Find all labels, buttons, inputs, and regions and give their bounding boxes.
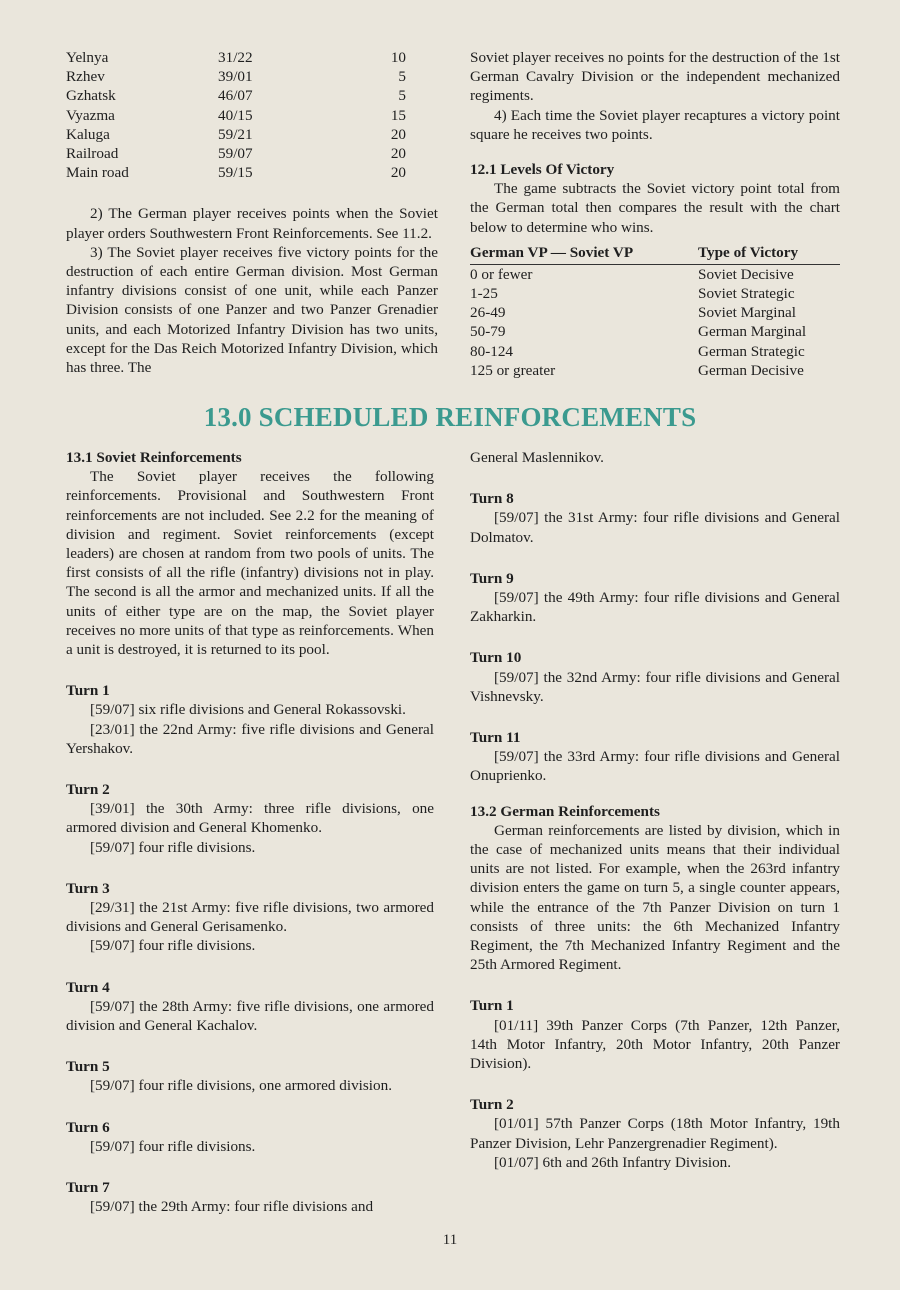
location-points: 20 bbox=[390, 145, 406, 163]
location-name: Gzhatsk bbox=[66, 87, 116, 105]
reinforcement-entry: [59/07] four rifle divisions, one armored division. bbox=[90, 1077, 393, 1095]
vp-location-row bbox=[66, 144, 406, 163]
vp-location-row bbox=[66, 48, 406, 67]
location-coord: 59/21 bbox=[218, 125, 253, 143]
vp-location-row bbox=[66, 106, 406, 125]
soviet-turn-list-continued bbox=[470, 467, 840, 785]
location-coord: 31/22 bbox=[218, 49, 253, 66]
levels-of-victory-heading: 12.1 Levels Of Victory bbox=[470, 161, 615, 179]
victory-table-row bbox=[470, 303, 840, 322]
german-reinforcements-heading: 13.2 German Reinforcements bbox=[470, 802, 660, 820]
location-coord: 46/07 bbox=[218, 87, 253, 105]
vp-range: 0 or fewer bbox=[470, 265, 533, 283]
turn-heading: Turn 1 bbox=[66, 682, 110, 700]
location-coord: 59/15 bbox=[218, 164, 253, 182]
vp-location-row bbox=[66, 163, 406, 182]
victory-type: German Decisive bbox=[698, 361, 804, 379]
location-coord: 40/15 bbox=[218, 106, 253, 124]
vp-range: 50-79 bbox=[470, 323, 506, 341]
turn-heading: Turn 7 bbox=[66, 1179, 110, 1197]
soviet-reinforcements-heading: 13.1 Soviet Reinforcements bbox=[66, 449, 242, 466]
location-points: 20 bbox=[390, 164, 406, 182]
location-name: Vyazma bbox=[66, 106, 115, 124]
victory-type: German Strategic bbox=[698, 342, 805, 360]
reinforcement-entry: [59/07] the 28th Army: five rifle divisions, one armored division and General Kachalov. bbox=[66, 997, 434, 1035]
victory-table-row bbox=[470, 284, 840, 303]
vp-locations-section bbox=[66, 48, 438, 377]
levels-of-victory-text: The game subtracts the Soviet victory point total from the German total then compares the result with the chart below to determine who wins. bbox=[470, 180, 840, 236]
victory-table-row bbox=[470, 361, 840, 380]
reinforcement-entry: [39/01] the 30th Army: three rifle divisions, one armored division and General Khomenko. bbox=[66, 800, 434, 837]
location-name: Railroad bbox=[66, 145, 119, 163]
turn-heading: Turn 10 bbox=[470, 649, 522, 667]
reinforcement-entry: [59/07] the 33rd Army: four rifle divisions and General Onuprienko. bbox=[470, 748, 840, 785]
victory-type: Soviet Marginal bbox=[698, 304, 797, 322]
turn-heading: Turn 4 bbox=[66, 978, 110, 996]
victory-table-header-vp: German VP — Soviet VP bbox=[470, 243, 698, 265]
soviet-turn-list bbox=[66, 659, 434, 1216]
location-points: 10 bbox=[390, 49, 406, 66]
location-points: 20 bbox=[390, 125, 406, 143]
german-turn-list bbox=[470, 974, 840, 1172]
turn-heading: Turn 11 bbox=[470, 729, 521, 747]
location-name: Yelnya bbox=[66, 49, 109, 66]
reinforcement-entry: [59/07] the 49th Army: four rifle divisions and General Zakharkin. bbox=[470, 589, 840, 626]
reinforcement-entry: [23/01] the 22nd Army: five rifle divisions and General Yershakov. bbox=[66, 720, 434, 757]
reinforcement-entry: [29/31] the 21st Army: five rifle divisions, two armored divisions and General Gerisamenko. bbox=[66, 899, 434, 936]
vp-range: 1-25 bbox=[470, 285, 498, 303]
location-name: Kaluga bbox=[66, 125, 110, 143]
victory-table-row bbox=[470, 322, 840, 341]
reinforcement-entry: [59/07] six rifle divisions and General Rokassovski. bbox=[90, 701, 406, 719]
reinforcement-entry: [01/11] 39th Panzer Corps (7th Panzer, 12th Panzer, 14th Motor Infantry, 20th Motor Infantry, 20th Panzer Division). bbox=[470, 1016, 840, 1073]
german-reinforcements-intro: German reinforcements are listed by division, which in the case of mechanized units means that their individual units are not listed. For example, when the 263rd infantry division enters the game on turn 5, a single counter appears, while the entrance of the 7th Panzer Division on turn 1 consists of three units: the 6th Mechanized Infantry Regiment, the 7th Mechanized Infantry Regiment and the 25th Armored Regiment. bbox=[470, 821, 840, 974]
vp-location-row bbox=[66, 125, 406, 144]
reinforcement-entry: [59/07] four rifle divisions. bbox=[90, 1137, 256, 1155]
soviet-reinforcements-intro: The Soviet player receives the following reinforcements. Provisional and Southwestern Front reinforcements are not included. See 2.2 for the meaning of division and regiment. Soviet reinforcements (except leaders) are chosen at random from two pools of units. The first consists of all the rifle (infantry) divisions not in play. The second is all the armor and mechanized units. If all the units of either type are on the map, the Soviet player receives no more units of that type as reinforcements. When a unit is destroyed, it is returned to its pool. bbox=[66, 468, 434, 659]
turn-heading: Turn 3 bbox=[66, 879, 110, 897]
vp-range: 125 or greater bbox=[470, 361, 556, 379]
reinforcement-entry: [59/07] the 32nd Army: four rifle divisions and General Vishnevsky. bbox=[470, 668, 840, 705]
vp-location-row bbox=[66, 86, 406, 105]
vp-range: 80-124 bbox=[470, 342, 514, 360]
location-coord: 59/07 bbox=[218, 145, 253, 163]
turn-heading: Turn 6 bbox=[66, 1118, 110, 1136]
location-points: 5 bbox=[398, 87, 406, 105]
rule-4-text: 4) Each time the Soviet player recaptures a victory point square he receives two points. bbox=[470, 106, 840, 143]
rule-2-text: 2) The German player receives points when the Soviet player orders Southwestern Front Reinforcements. See 11.2. bbox=[66, 205, 438, 242]
turn-heading: Turn 2 bbox=[66, 781, 110, 799]
victory-type: Soviet Decisive bbox=[698, 265, 794, 283]
reinforcement-entry: [01/07] 6th and 26th Infantry Division. bbox=[494, 1153, 732, 1171]
location-name: Main road bbox=[66, 164, 129, 182]
reinforcement-entry: [59/07] four rifle divisions. bbox=[90, 838, 256, 856]
vp-locations-table bbox=[66, 48, 406, 182]
turn-heading: Turn 9 bbox=[470, 569, 514, 587]
victory-table-row bbox=[470, 342, 840, 361]
location-points: 5 bbox=[398, 68, 406, 86]
rule-3-continuation: Soviet player receives no points for the destruction of the 1st German Cavalry Division or the independent mechanized regiments. bbox=[470, 49, 840, 105]
victory-type: Soviet Strategic bbox=[698, 285, 795, 303]
reinforcement-entry: [59/07] the 31st Army: four rifle divisions and General Dolmatov. bbox=[470, 509, 840, 546]
turn-heading: Turn 8 bbox=[470, 490, 514, 508]
reinforcements-continued-section bbox=[470, 448, 840, 1172]
victory-levels-section bbox=[470, 48, 840, 380]
turn-heading: Turn 1 bbox=[470, 997, 514, 1015]
soviet-reinforcements-section bbox=[66, 448, 434, 1217]
turn-heading: Turn 2 bbox=[470, 1096, 514, 1114]
victory-type: German Marginal bbox=[698, 323, 807, 341]
reinforcement-entry: [59/07] four rifle divisions. bbox=[90, 937, 256, 955]
vp-location-row bbox=[66, 67, 406, 86]
reinforcement-entry: [59/07] the 29th Army: four rifle divisions and bbox=[90, 1198, 374, 1216]
turn-7-continuation: General Maslennikov. bbox=[470, 449, 604, 466]
turn-heading: Turn 5 bbox=[66, 1058, 110, 1076]
page-number: 11 bbox=[442, 1232, 458, 1248]
vp-range: 26-49 bbox=[470, 304, 506, 322]
location-name: Rzhev bbox=[66, 68, 105, 86]
section-title: 13.0 SCHEDULED REINFORCEMENTS bbox=[203, 402, 697, 432]
victory-table bbox=[470, 243, 840, 380]
victory-table-row bbox=[470, 264, 840, 284]
rule-3-text: 3) The Soviet player receives five victory points for the destruction of each entire German division. Most German infantry divisions consist of one unit, while each Panzer Division consists of one Panzer and two Panzer Grenadier units, and each Motorized Infantry Division has two units, except for the Das Reich Motorized Infantry Division, which has three. The bbox=[66, 243, 438, 377]
victory-table-header-type: Type of Victory bbox=[698, 243, 840, 265]
location-points: 15 bbox=[390, 106, 406, 124]
location-coord: 39/01 bbox=[218, 68, 253, 86]
reinforcement-entry: [01/01] 57th Panzer Corps (18th Motor Infantry, 19th Panzer Division, Lehr Panzergrenadier Regiment). bbox=[470, 1115, 840, 1152]
